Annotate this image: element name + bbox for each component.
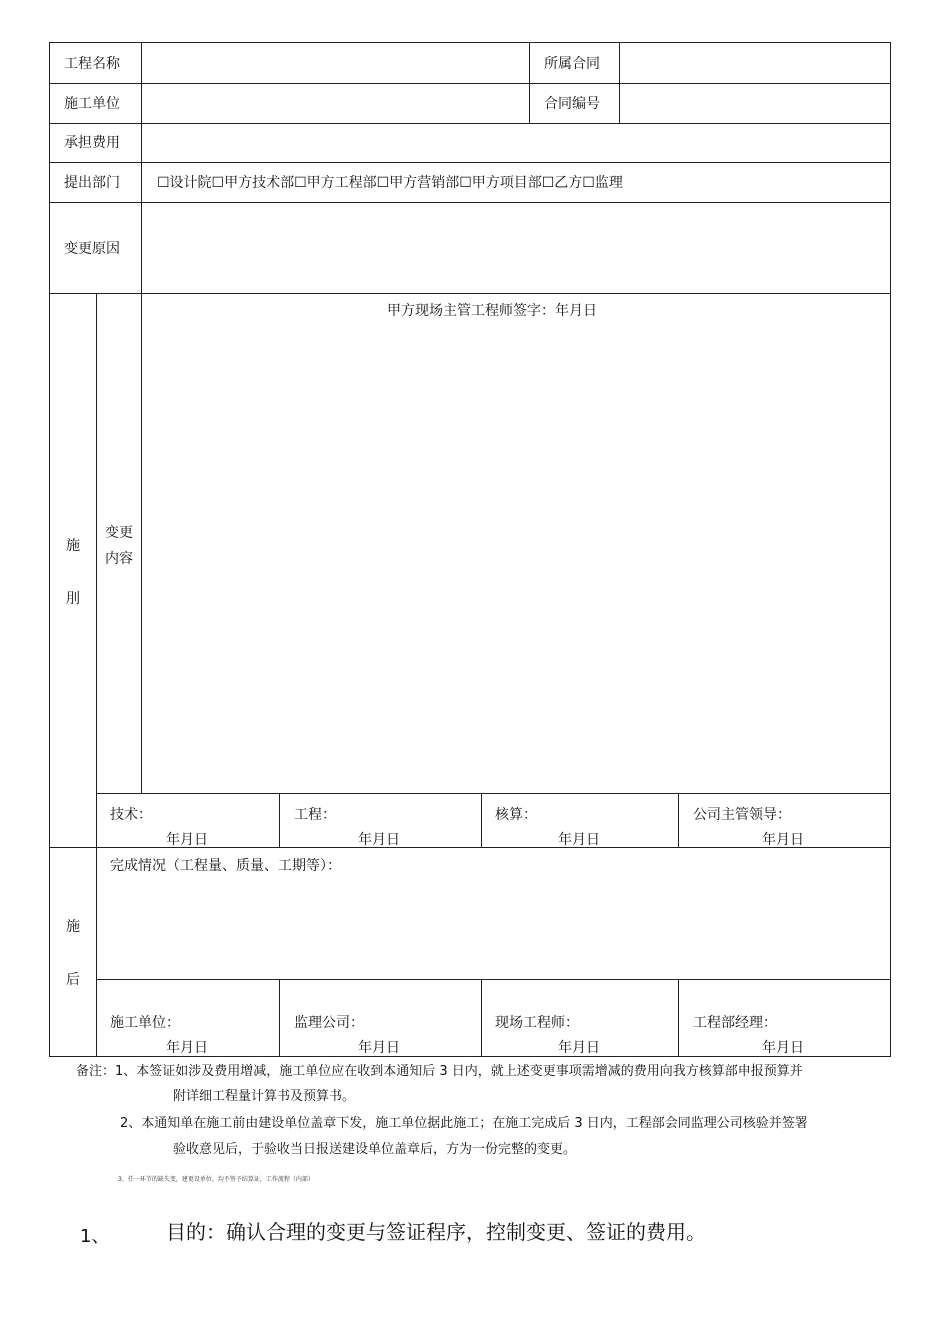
sign-eng-label: 工程： (294, 807, 336, 823)
construction-unit-label: 施工单位 (64, 96, 120, 112)
contract-field[interactable] (620, 43, 889, 83)
construction-unit-field[interactable] (142, 84, 528, 123)
project-name-field[interactable] (142, 43, 528, 83)
project-name-label: 工程名称 (64, 56, 120, 72)
change-content-label: 内容 (105, 551, 133, 567)
row-line (96, 793, 891, 794)
col-line (678, 793, 679, 848)
row-line (96, 979, 891, 980)
note-2-line-2: 验收意见后，于验收当日报送建设单位盖章后，方为一份完整的变更。 (173, 1142, 577, 1157)
post-construction-label: 施 (66, 919, 80, 935)
sign-tech-label: 技术： (110, 807, 152, 823)
change-content-label: 变更 (105, 525, 133, 541)
sign-site-engineer-label: 现场工程师： (495, 1015, 579, 1031)
department-options[interactable]: ☐设计院☐甲方技术部☐甲方工程部☐甲方营销部☐甲方项目部☐乙方☐监理 (157, 175, 623, 191)
col-line (279, 793, 280, 848)
contract-no-field[interactable] (620, 84, 889, 123)
change-reason-field[interactable] (142, 203, 889, 293)
pre-construction-label: 刖 (66, 591, 80, 607)
col-line (481, 979, 482, 1057)
table-border-left (49, 42, 50, 1057)
note-3: 3、任一环节的缺失变，建更设单位，均不签予结算证，工作流程（内部） (118, 1176, 314, 1183)
engineer-signature: 甲方现场主管工程师签字：年月日 (387, 303, 597, 319)
cost-bearer-label: 承担费用 (64, 135, 120, 151)
completion-label: 完成情况（工程量、质量、工期等）： (110, 858, 341, 874)
col-line (678, 979, 679, 1057)
table-border-right (890, 42, 891, 1057)
row-line (49, 293, 891, 294)
section-heading: 目的：确认合理的变更与签证程序，控制变更、签证的费用。 (166, 1220, 706, 1244)
cost-bearer-field[interactable] (142, 124, 889, 162)
sign-leader-label: 公司主管领导： (693, 807, 791, 823)
contract-label: 所属合同 (544, 56, 600, 72)
row-line (49, 162, 891, 163)
pre-construction-label: 施 (66, 538, 80, 554)
sign-tech-date: 年月日 (166, 832, 208, 848)
sign-leader-date: 年月日 (762, 832, 804, 848)
sign-supervision-date: 年月日 (358, 1040, 400, 1056)
col-line (529, 42, 530, 124)
sign-dept-manager-label: 工程部经理： (693, 1015, 777, 1031)
sign-site-engineer-date: 年月日 (558, 1040, 600, 1056)
change-content-field[interactable] (142, 330, 889, 792)
note-1-line-1: 备注：1、本签证如涉及费用增减，施工单位应在收到本通知后 3 日内，就上述变更事项需增减的费用向我方核算部申报预算并 (76, 1064, 803, 1079)
col-line (481, 793, 482, 848)
sign-construction-unit-date: 年月日 (166, 1040, 208, 1056)
change-reason-label: 变更原因 (64, 241, 120, 257)
note-2-line-1: 2、本通知单在施工前由建设单位盖章下发，施工单位据此施工；在施工完成后 3 日内，工程部会同监理公司核验并签署 (120, 1116, 808, 1131)
sign-eng-date: 年月日 (358, 832, 400, 848)
completion-field[interactable] (97, 880, 889, 978)
sign-audit-date: 年月日 (558, 832, 600, 848)
contract-no-label: 合同编号 (544, 96, 600, 112)
section-number: 1、 (80, 1226, 110, 1247)
department-label: 提出部门 (64, 175, 120, 191)
post-construction-label: 后 (66, 972, 80, 988)
note-1-line-2: 附详细工程量计算书及预算书。 (173, 1089, 356, 1104)
sign-supervision-label: 监理公司： (294, 1015, 364, 1031)
sign-audit-label: 核算： (495, 807, 537, 823)
sign-dept-manager-date: 年月日 (762, 1040, 804, 1056)
sign-construction-unit-label: 施工单位： (110, 1015, 180, 1031)
col-line (279, 979, 280, 1057)
